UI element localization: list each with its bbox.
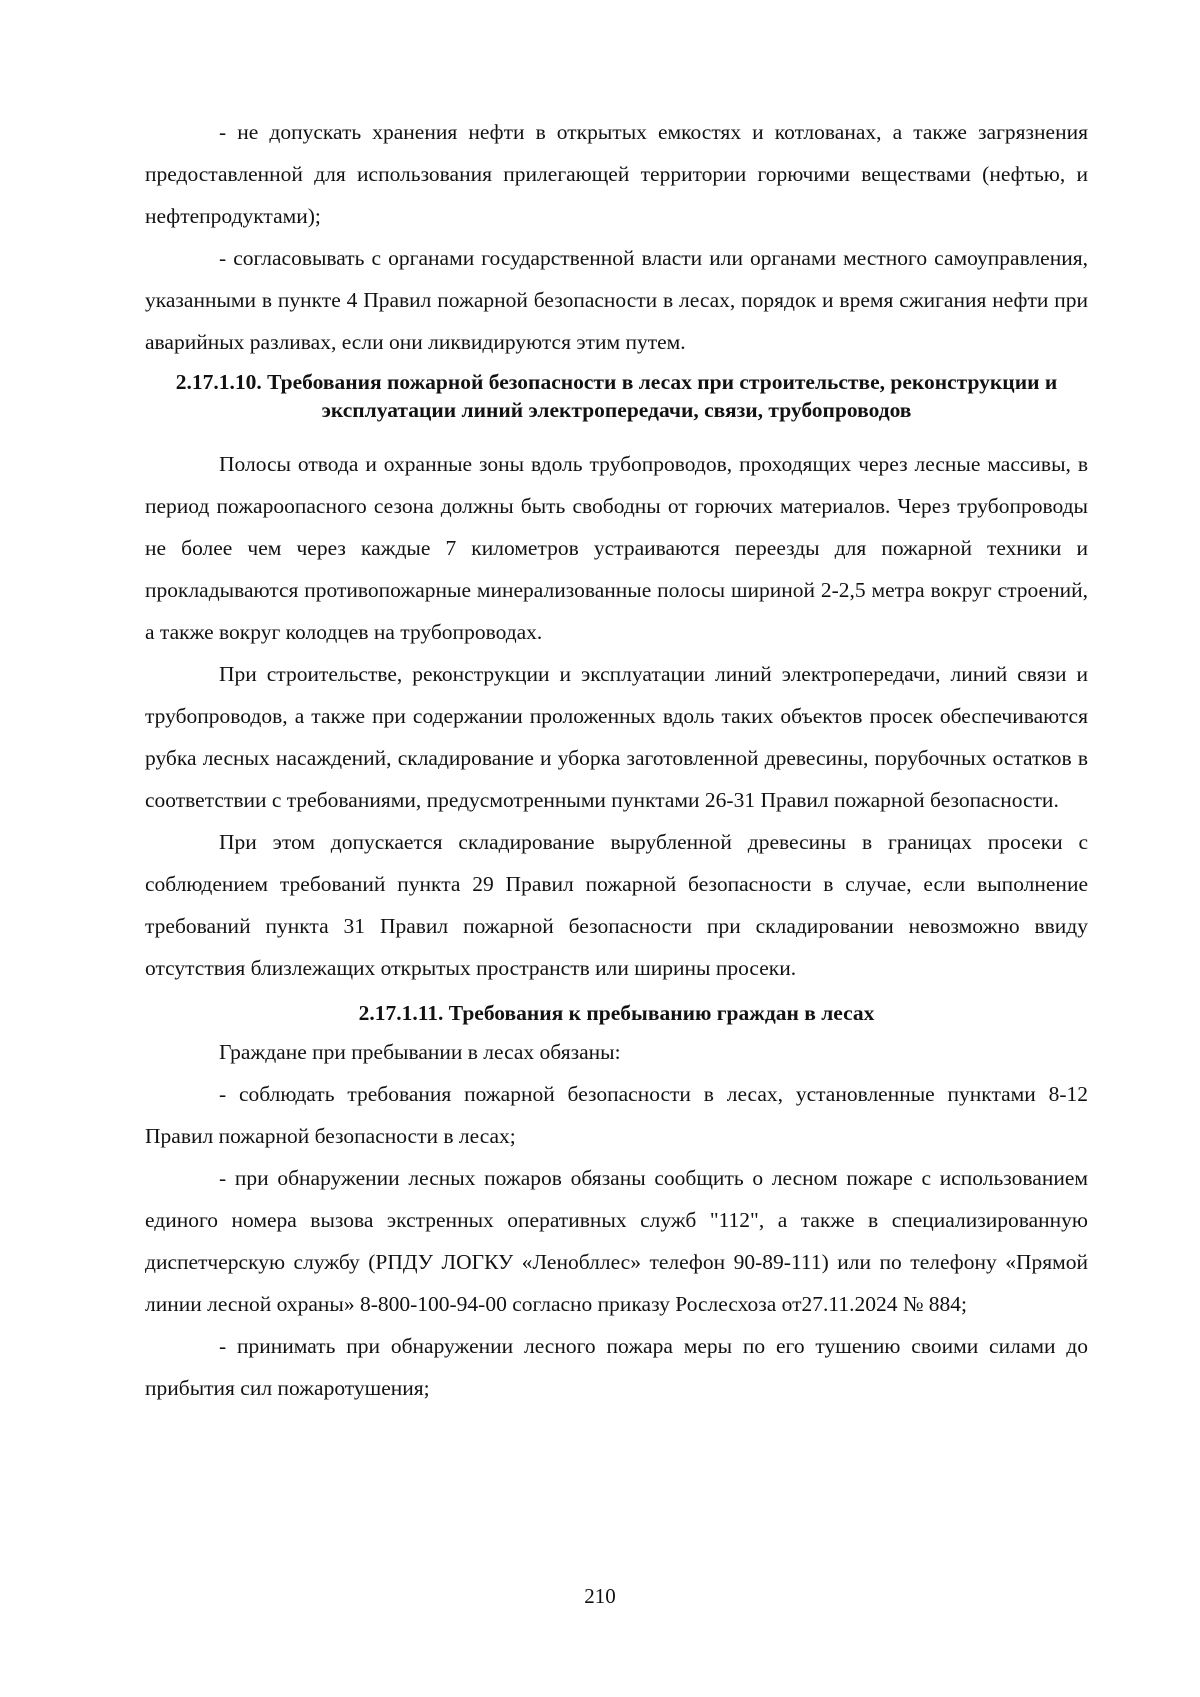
list-item-report-fire: - при обнаружении лесных пожаров обязаны сообщить о лесном пожаре с использованием единого номера вызова экстренных оперативных служб "112", а также в специализированную диспетчерскую службу (РПДУ ЛОГКУ «Ленобллес» телефон 90-89-111) или по телефону «Прямой линии лесной охраны» 8-800-100-94-00 согласно приказу Рослесхоза от27.11.2024 № 884; xyxy=(145,1166,1088,1316)
paragraph-pipeline-strips: Полосы отвода и охранные зоны вдоль трубопроводов, проходящих через лесные массивы, в период пожароопасного сезона должны быть свободны от горючих материалов. Через трубопроводы не более чем через каждые 7 километров устраиваются переезды для пожарной техники и прокладываются противопожарные минерализованные полосы шириной 2-2,5 метра вокруг строений, а также вокруг колодцев на трубопроводах. xyxy=(145,452,1088,644)
paragraph-oil-burning-agreement: - согласовывать с органами государственной власти или органами местного самоуправления, указанными в пункте 4 Правил пожарной безопасности в лесах, порядок и время сжигания нефти при аварийных разливах, если они ликвидируются этим путем. xyxy=(145,246,1088,354)
paragraph-construction-clearing: При строительстве, реконструкции и эксплуатации линий электропередачи, линий связи и трубопроводов, а также при содержании проложенных вдоль таких объектов просек обеспечиваются рубка лесных насаждений, складирование и уборка заготовленной древесины, порубочных остатков в соответствии с требованиями, предусмотренными пунктами 26-31 Правил пожарной безопасности. xyxy=(145,662,1088,812)
section-heading-2-17-1-10: 2.17.1.10. Требования пожарной безопасности в лесах при строительстве, реконструкции и эксплуатации линий электропередачи, связи, трубопроводов xyxy=(175,370,1058,422)
paragraph-wood-storage: При этом допускается складирование вырубленной древесины в границах просеки с соблюдением требований пункта 29 Правил пожарной безопасности в случае, если выполнение требований пункта 31 Правил пожарной безопасности при складировании невозможно ввиду отсутствия близлежащих открытых пространств или ширины просеки. xyxy=(145,830,1088,980)
list-item-comply-requirements: - соблюдать требования пожарной безопасности в лесах, установленные пунктами 8-12 Правил пожарной безопасности в лесах; xyxy=(145,1082,1088,1148)
paragraph-oil-storage: - не допускать хранения нефти в открытых емкостях и котлованах, а также загрязнения предоставленной для использования прилегающей территории горючими веществами (нефтью, и нефтепродуктами); xyxy=(145,120,1088,228)
document-body xyxy=(145,111,1088,1409)
paragraph-citizens-obligations: Граждане при пребывании в лесах обязаны: xyxy=(219,1040,621,1064)
list-item-extinguish-fire: - принимать при обнаружении лесного пожара меры по его тушению своими силами до прибытия сил пожаротушения; xyxy=(145,1334,1088,1400)
page-number: 210 xyxy=(584,1584,616,1608)
section-heading-2-17-1-11: 2.17.1.11. Требования к пребыванию граждан в лесах xyxy=(358,1001,875,1025)
